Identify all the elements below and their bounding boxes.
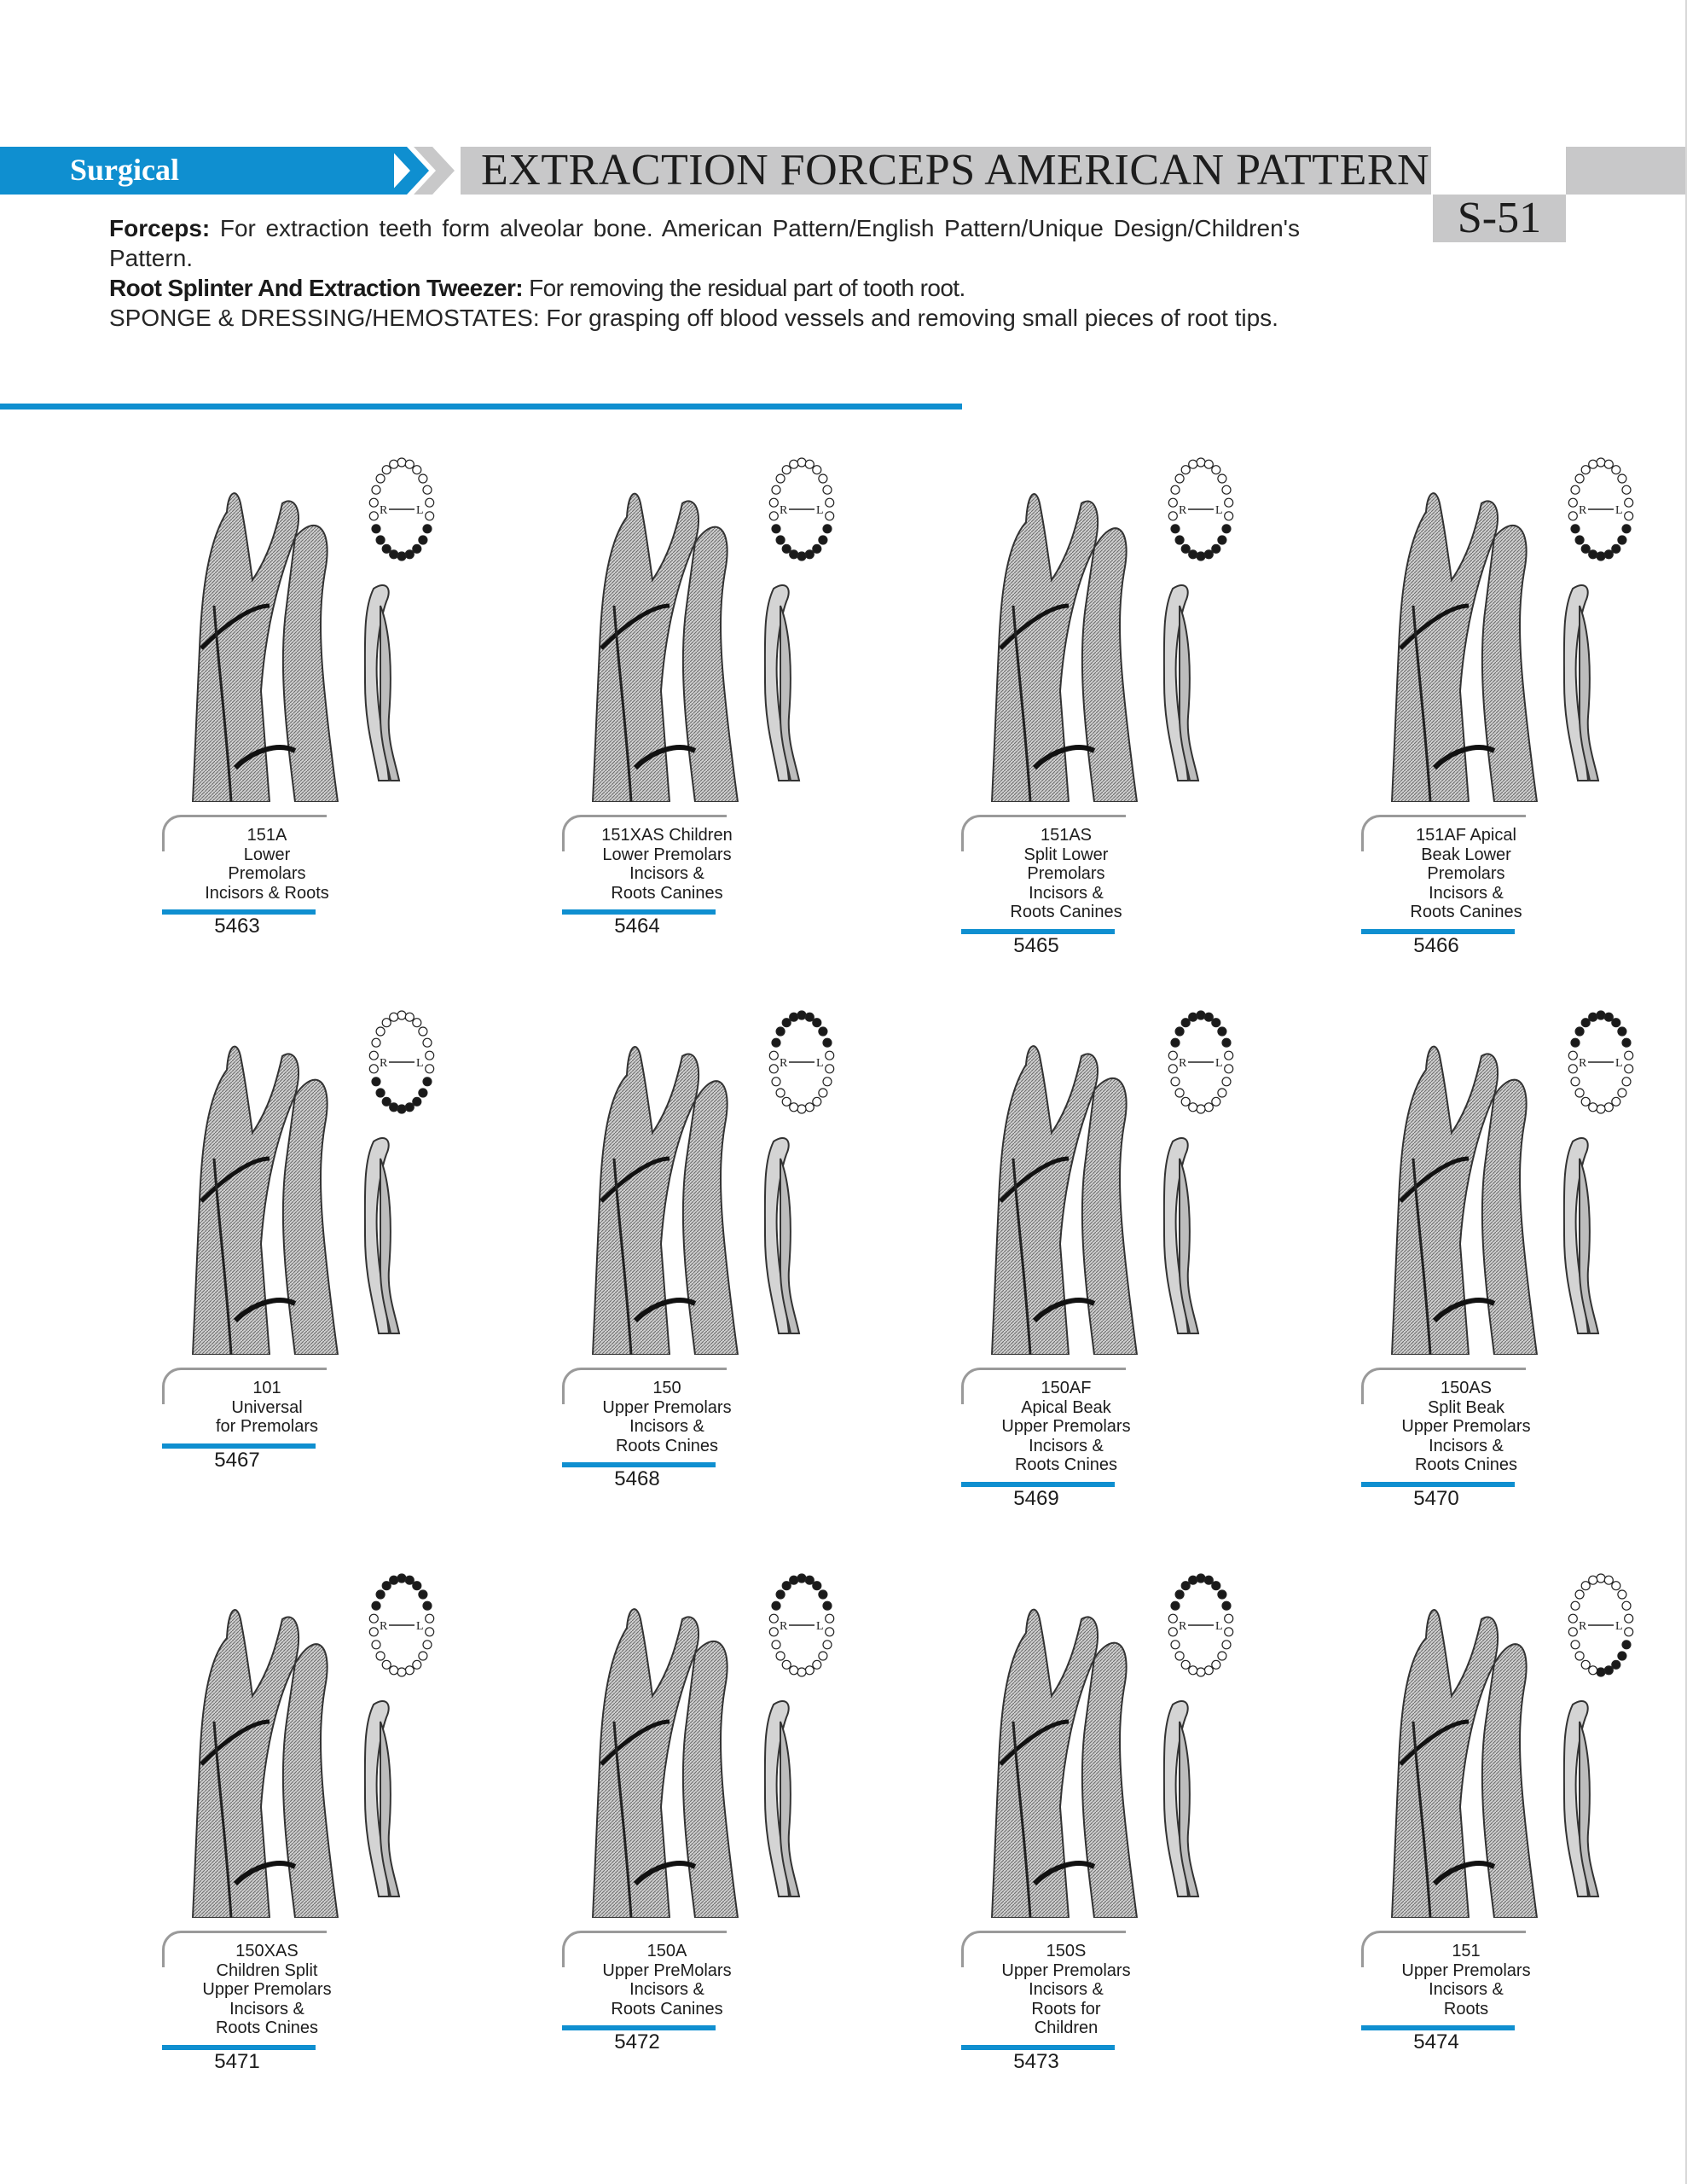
product-description-line: Premolars: [1427, 864, 1505, 884]
forceps-thumbnail: [1539, 580, 1615, 785]
forceps-illustration: [1366, 1594, 1554, 1918]
jaw-right-label: R: [380, 1620, 388, 1633]
product-description-line: Roots: [1443, 1999, 1489, 2018]
product-description-line: Upper Premolars: [602, 1397, 732, 1417]
forceps-illustration: [966, 478, 1154, 802]
product-description-line: Upper Premolars: [202, 1980, 332, 2000]
product-code: 5472: [614, 2030, 660, 2054]
jaw-left-label: L: [1615, 1057, 1623, 1070]
jaw-chart-icon: [763, 1007, 840, 1118]
section-tab: [0, 147, 394, 195]
product-description: [586, 1379, 748, 1455]
product-description: [1385, 826, 1547, 922]
product-description: [1385, 1379, 1547, 1475]
section-label: Surgical: [70, 153, 180, 187]
product-card: [143, 1031, 536, 1542]
product-description-line: Children: [1034, 2018, 1099, 2038]
jaw-chart-icon: [1162, 1570, 1239, 1681]
product-description-line: 151A: [246, 826, 287, 845]
product-description-line: Incisors &: [1429, 1980, 1504, 2000]
jaw-right-label: R: [1579, 1057, 1587, 1070]
product-description-line: Universal: [231, 1397, 303, 1417]
forceps-thumbnail: [1139, 1133, 1215, 1338]
forceps-thumbnail: [339, 580, 416, 785]
jaw-left-label: L: [1615, 504, 1623, 517]
jaw-right-label: R: [1179, 1057, 1187, 1070]
intro-forceps-label: Forceps:: [109, 215, 211, 241]
forceps-thumbnail: [1539, 1133, 1615, 1338]
forceps-thumbnail: [1539, 1696, 1615, 1901]
product-code: 5470: [1413, 1487, 1459, 1510]
intro-root-label: Root Splinter And Extraction Tweezer:: [109, 275, 523, 301]
jaw-chart-icon: [1562, 1007, 1639, 1118]
product-description-line: Incisors & Roots: [205, 883, 329, 903]
jaw-left-label: L: [1215, 1620, 1223, 1633]
product-description-line: 150S: [1046, 1942, 1087, 1960]
product-card: [942, 1594, 1335, 2106]
product-code: 5469: [1013, 1487, 1059, 1510]
jaw-right-label: R: [1179, 504, 1187, 517]
forceps-illustration: [567, 1031, 755, 1355]
forceps-illustration: [567, 478, 755, 802]
product-description-line: Incisors &: [1029, 883, 1104, 903]
product-description-line: Roots Canines: [1410, 903, 1522, 922]
product-description-line: Children Split: [216, 1960, 318, 1980]
product-description-line: Incisors &: [1029, 1980, 1104, 2000]
product-description-line: Upper Premolars: [1401, 1960, 1531, 1980]
product-description-line: Upper Premolars: [1401, 1417, 1531, 1437]
forceps-illustration: [167, 1031, 355, 1355]
jaw-left-label: L: [816, 504, 824, 517]
forceps-thumbnail: [739, 1696, 816, 1901]
intro-sponge: SPONGE & DRESSING/HEMOSTATES: For grasping off blood vessels and removing small pieces of root tips.: [109, 305, 1278, 331]
forceps-thumbnail: [739, 1133, 816, 1338]
product-description-line: Roots Canines: [611, 883, 723, 903]
product-code: 5466: [1413, 934, 1459, 957]
product-description-line: 151AS: [1040, 826, 1093, 845]
product-code: 5468: [614, 1467, 660, 1491]
product-code: 5465: [1013, 934, 1059, 957]
product-description-line: Lower Premolars: [602, 845, 732, 864]
product-description-line: Roots Cnines: [1014, 1455, 1118, 1475]
jaw-chart-icon: [1562, 454, 1639, 565]
product-card: [942, 478, 1335, 990]
intro-forceps-text: For extraction teeth form alveolar bone. American Pattern/English Pattern/Unique Design/Children's Pattern.: [109, 215, 1300, 271]
jaw-right-label: R: [380, 1057, 388, 1070]
product-card: [543, 478, 936, 990]
product-description-line: Roots Canines: [1010, 903, 1122, 922]
intro-text: [109, 213, 1300, 333]
product-description: [186, 826, 348, 903]
product-code: 5474: [1413, 2030, 1459, 2054]
product-description-line: Roots Cnines: [1414, 1455, 1518, 1475]
forceps-thumbnail: [739, 580, 816, 785]
title-band-end: [1566, 147, 1687, 195]
product-description-line: Lower: [243, 845, 291, 864]
product-description-line: 150AF: [1041, 1379, 1092, 1397]
jaw-right-label: R: [780, 1057, 788, 1070]
forceps-illustration: [567, 1594, 755, 1918]
forceps-illustration: [966, 1031, 1154, 1355]
product-description-line: Incisors &: [1429, 1436, 1504, 1455]
forceps-illustration: [1366, 478, 1554, 802]
jaw-chart-icon: [763, 1570, 840, 1681]
page-code: S-51: [1433, 195, 1566, 242]
intro-forceps: [109, 213, 1300, 273]
product-card: [143, 1594, 536, 2106]
jaw-chart-icon: [363, 1007, 440, 1118]
jaw-chart-icon: [1162, 454, 1239, 565]
product-card: [942, 1031, 1335, 1542]
product-description-line: Premolars: [1027, 864, 1105, 884]
product-description-line: 151XAS Children: [601, 826, 733, 845]
jaw-chart-icon: [363, 454, 440, 565]
jaw-left-label: L: [1215, 1057, 1223, 1070]
product-card: [543, 1031, 936, 1542]
forceps-illustration: [167, 1594, 355, 1918]
product-description: [586, 826, 748, 903]
product-description-line: 151AF Apical: [1416, 826, 1516, 845]
page-title: EXTRACTION FORCEPS AMERICAN PATTERN: [481, 146, 1430, 195]
jaw-chart-icon: [1562, 1570, 1639, 1681]
product-code: 5463: [214, 915, 260, 938]
product-description-line: Split Lower: [1023, 845, 1109, 864]
jaw-left-label: L: [416, 1057, 424, 1070]
product-card: [1342, 1031, 1687, 1542]
forceps-thumbnail: [1139, 580, 1215, 785]
product-description-line: 101: [252, 1379, 281, 1397]
product-card: [143, 478, 536, 990]
product-code: 5473: [1013, 2050, 1059, 2073]
product-card: [543, 1594, 936, 2106]
product-description: [586, 1942, 748, 2018]
intro-root: [109, 273, 1300, 303]
product-description-line: 150XAS: [235, 1942, 299, 1960]
product-card: [1342, 478, 1687, 990]
product-description-line: Incisors &: [629, 864, 704, 884]
product-description-line: Incisors &: [629, 1980, 704, 2000]
jaw-right-label: R: [780, 504, 788, 517]
jaw-right-label: R: [380, 504, 388, 517]
product-description-line: 150A: [646, 1942, 687, 1960]
product-description: [985, 1942, 1147, 2038]
product-description-line: Incisors &: [629, 1417, 704, 1437]
jaw-left-label: L: [816, 1620, 824, 1633]
product-description-line: Split Beak: [1427, 1397, 1505, 1417]
jaw-chart-icon: [1162, 1007, 1239, 1118]
product-description-line: Incisors &: [1429, 883, 1504, 903]
forceps-thumbnail: [339, 1696, 416, 1901]
product-description-line: Incisors &: [1029, 1436, 1104, 1455]
product-description-line: Beak Lower: [1421, 845, 1511, 864]
product-description-line: Premolars: [228, 864, 306, 884]
intro-root-text: For removing the residual part of tooth root.: [529, 275, 965, 301]
jaw-right-label: R: [780, 1620, 788, 1633]
jaw-left-label: L: [1615, 1620, 1623, 1633]
product-description-line: Upper Premolars: [1001, 1960, 1131, 1980]
jaw-right-label: R: [1579, 504, 1587, 517]
product-description: [186, 1379, 348, 1437]
product-description-line: Roots for: [1031, 1999, 1101, 2018]
product-description-line: 150: [652, 1379, 681, 1397]
product-code: 5471: [214, 2050, 260, 2073]
product-description: [186, 1942, 348, 2038]
jaw-left-label: L: [416, 1620, 424, 1633]
jaw-right-label: R: [1579, 1620, 1587, 1633]
product-description: [985, 1379, 1147, 1475]
forceps-illustration: [966, 1594, 1154, 1918]
forceps-illustration: [167, 478, 355, 802]
product-description-line: Apical Beak: [1021, 1397, 1111, 1417]
forceps-illustration: [1366, 1031, 1554, 1355]
product-description: [985, 826, 1147, 922]
forceps-thumbnail: [1139, 1696, 1215, 1901]
product-description-line: Roots Cnines: [215, 2018, 319, 2038]
jaw-chart-icon: [363, 1570, 440, 1681]
intro-divider: [0, 404, 962, 410]
product-description-line: Roots Cnines: [615, 1436, 719, 1455]
jaw-left-label: L: [816, 1057, 824, 1070]
product-description-line: Roots Canines: [611, 1999, 723, 2018]
product-code: 5464: [614, 915, 660, 938]
product-card: [1342, 1594, 1687, 2106]
product-code: 5467: [214, 1448, 260, 1472]
product-description: [1385, 1942, 1547, 2018]
product-description-line: Incisors &: [229, 1999, 304, 2018]
jaw-left-label: L: [1215, 504, 1223, 517]
product-description-line: Upper Premolars: [1001, 1417, 1131, 1437]
jaw-right-label: R: [1179, 1620, 1187, 1633]
product-description-line: 150AS: [1440, 1379, 1493, 1397]
jaw-left-label: L: [416, 504, 424, 517]
product-description-line: for Premolars: [215, 1417, 319, 1437]
product-description-line: 151: [1452, 1942, 1481, 1960]
jaw-chart-icon: [763, 454, 840, 565]
product-description-line: Upper PreMolars: [602, 1960, 732, 1980]
forceps-thumbnail: [339, 1133, 416, 1338]
